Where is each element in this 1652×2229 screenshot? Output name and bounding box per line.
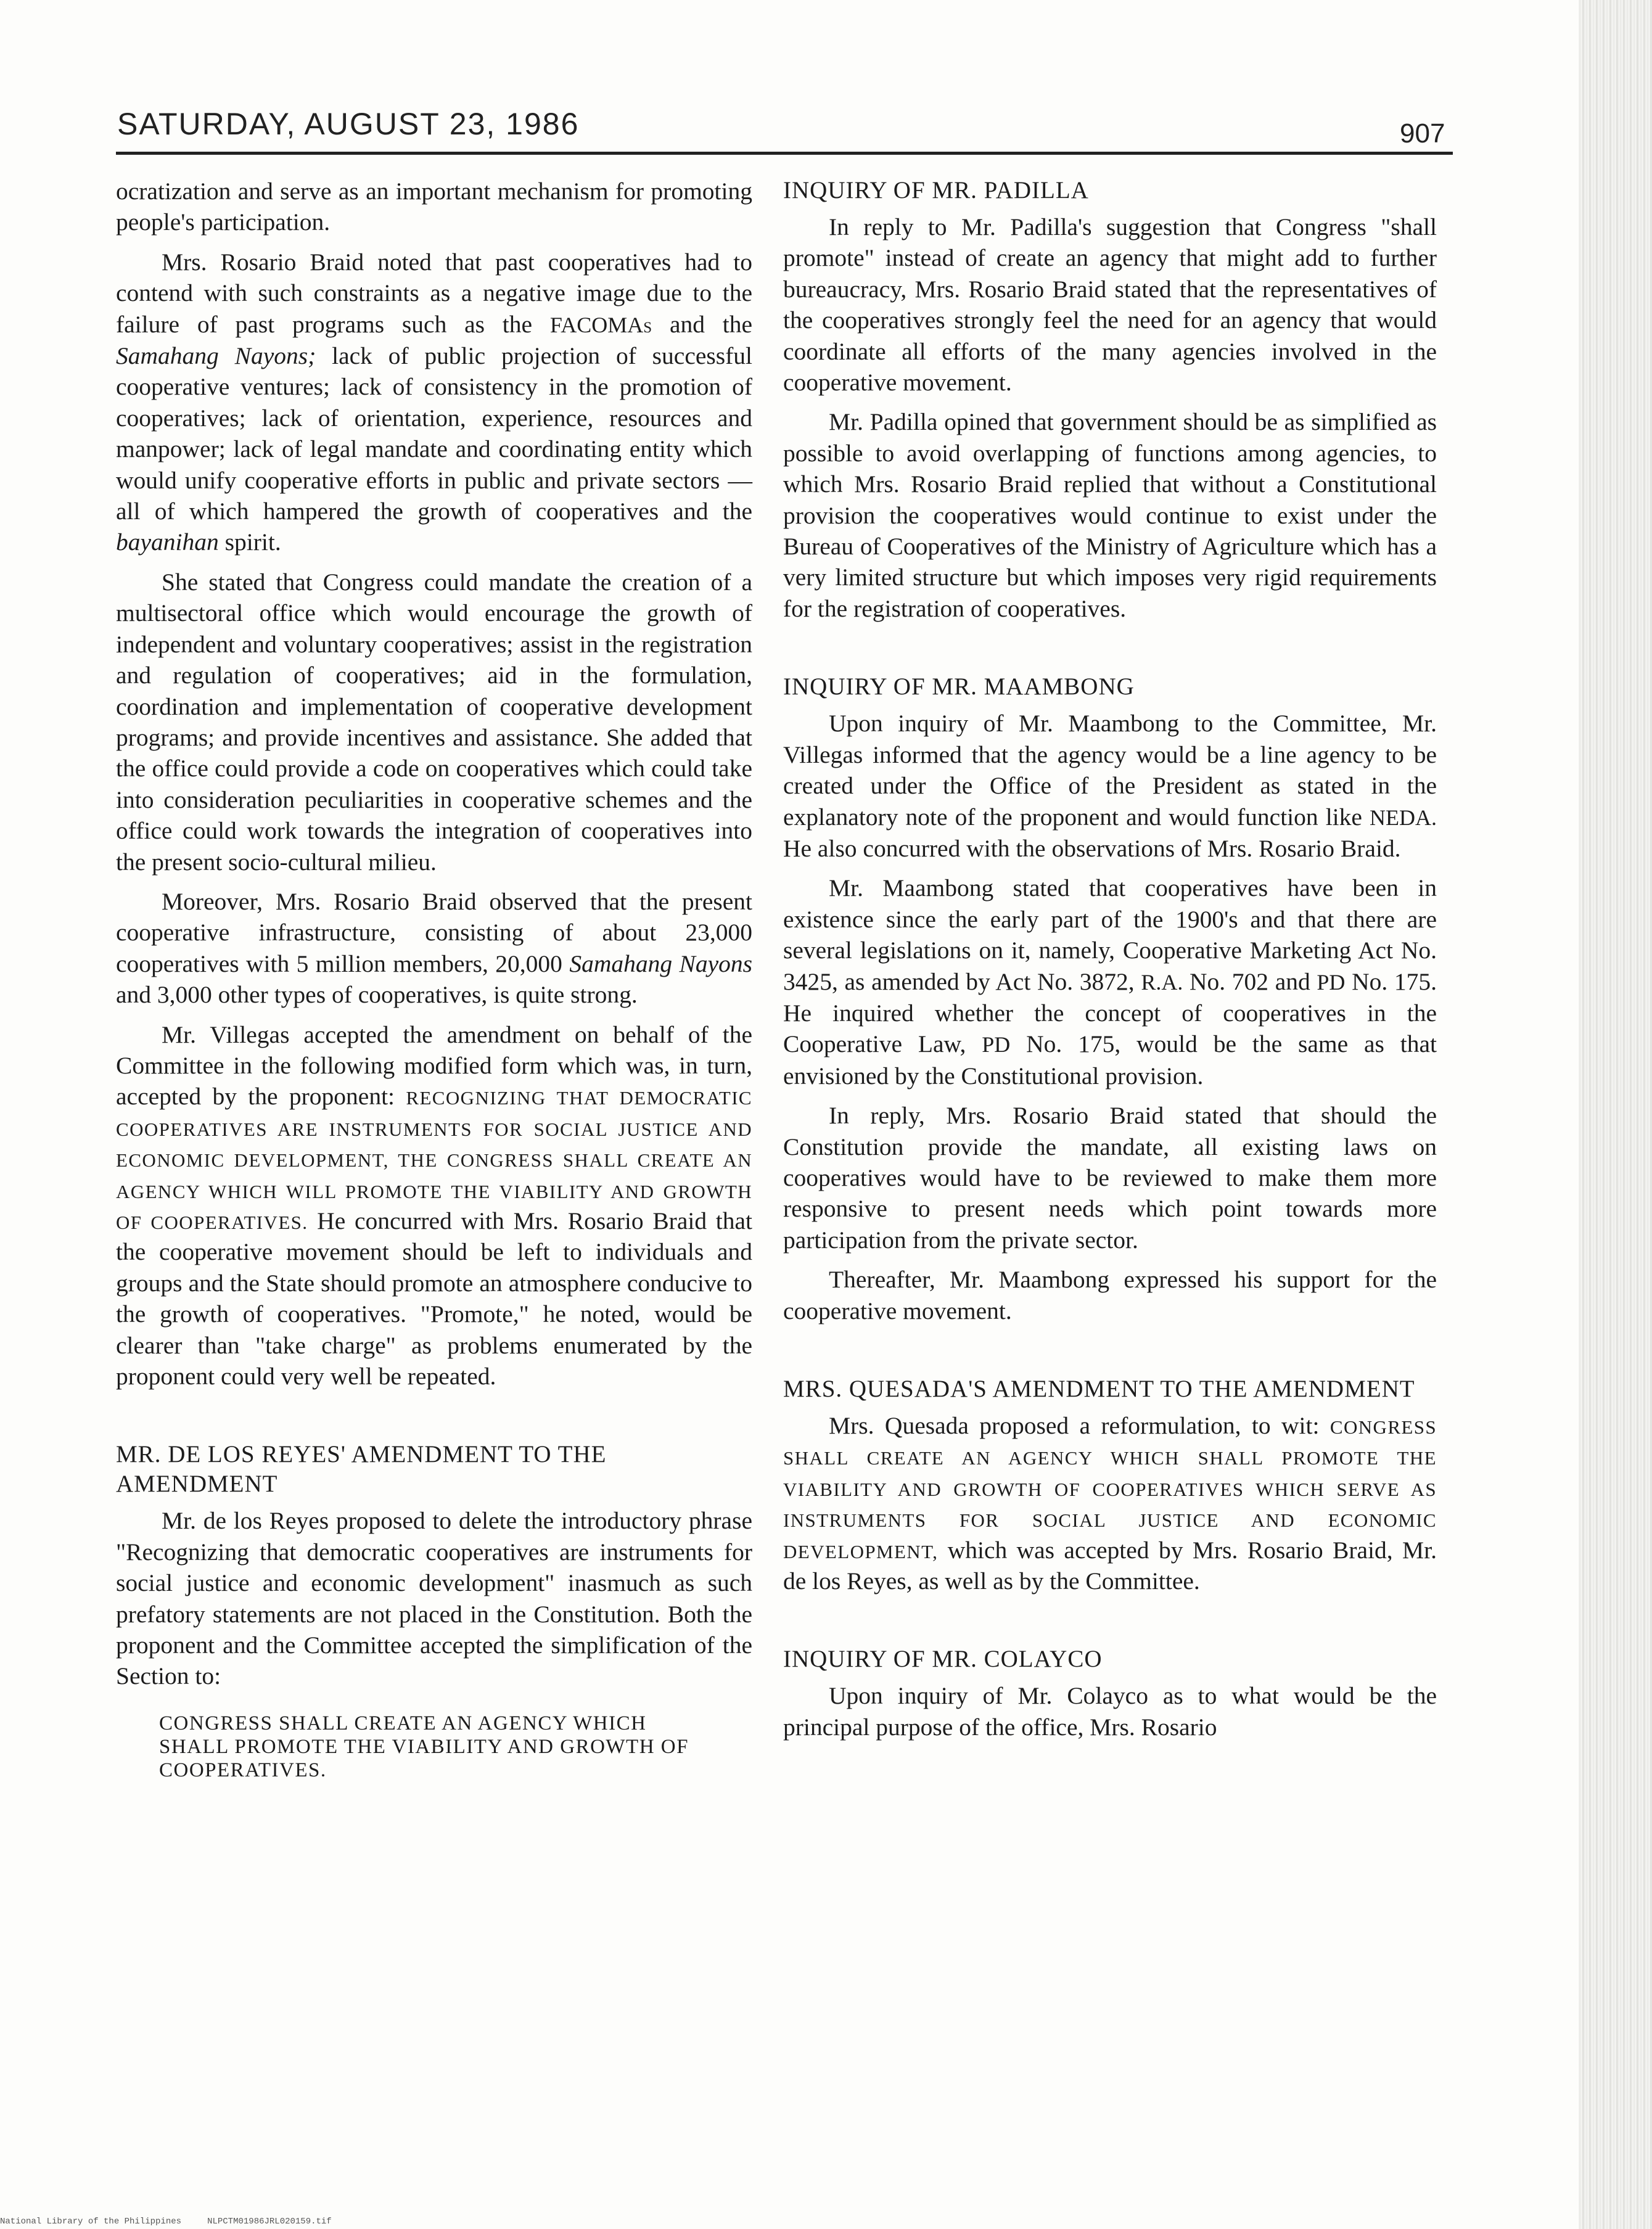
section-heading: MR. DE LOS REYES' AMENDMENT TO THE AMENDMENT (116, 1441, 607, 1498)
scan-border (1579, 0, 1652, 2229)
pd-term: PD (982, 1032, 1011, 1057)
paragraph (783, 1410, 1437, 1596)
paragraph-text: which was accepted by Mrs. Rosario Braid, Mr. de los Reyes, as well as by the Committee. (783, 1536, 1437, 1595)
block-quote: CONGRESS SHALL CREATE AN AGENCY WHICH SHALL PROMOTE THE VIABILITY AND GROWTH OF COOPERATIVES. (159, 1712, 689, 1781)
section-heading: INQUIRY OF MR. PADILLA (783, 177, 1089, 203)
paragraph-text: No. 702 and (1189, 967, 1310, 995)
page-date-header: SATURDAY, AUGUST 23, 1986 (117, 107, 580, 141)
right-column (783, 176, 1437, 1751)
paragraph-text: Upon inquiry of Mr. Maambong to the Committee, Mr. Villegas informed that the agency would be a line agency to be created under the Office of the President as stated in the explanatory note of the proponent and would function like (783, 710, 1437, 831)
samahang-nayons-term: Samahang Nayons (569, 950, 752, 977)
paragraph-text: Moreover, Mrs. Rosario Braid observed that the present cooperative infrastructure, consisting of about 23,000 cooperatives with 5 million members, 20,000 (116, 887, 752, 977)
paragraph-text: Mrs. Rosario Braid noted that past cooperatives had to contend with such constraints as a negative image due to the failure of past programs such as the (116, 248, 752, 338)
paragraph (116, 247, 752, 558)
paragraph: Mr. de los Reyes proposed to delete the introductory phrase "Recognizing that democratic cooperatives are instruments for social justice and economic development" inasmuch as such prefatory statements are not placed in the Constitution. Both the proponent and the Committee accepted the simplification of the Section to: (116, 1507, 752, 1690)
paragraph-text: and the (669, 310, 753, 338)
paragraph-text: No. 175, would be the same as that envisioned by the Constitutional provision. (783, 1030, 1437, 1090)
paragraph-text: No. 175. He inquired whether the concept of cooperatives in the Cooperative Law, (783, 967, 1437, 1058)
paragraph-text: and 3,000 other types of cooperatives, is quite strong. (116, 981, 638, 1009)
paragraph (116, 1019, 752, 1392)
samahang-nayons-term: Samahang Nayons; (116, 342, 316, 370)
ra-term: R.A. (1141, 969, 1183, 995)
file-id: NLPCTM01986JRL020159.tif (207, 2217, 332, 2227)
pd-term: PD (1317, 969, 1346, 995)
paragraph-text: Mrs. Quesada proposed a reformulation, to wit: (829, 1412, 1320, 1439)
amendment-text-caps: CONGRESS SHALL CREATE AN AGENCY WHICH SHALL PROMOTE THE VIABILITY AND GROWTH OF COOPERATIVES WHICH SERVE AS INSTRUMENTS FOR SOCIAL JUSTICE AND ECONOMIC DEVELOPMENT, (783, 1416, 1437, 1562)
section-heading: INQUIRY OF MR. COLAYCO (783, 1646, 1103, 1673)
paragraph (116, 886, 752, 1011)
paragraph: Mr. Padilla opined that government should be as simplified as possible to avoid overlapping of functions among agencies, to which Mrs. Rosario Braid replied that without a Constitutional provision the cooperatives would continue to exist under the Bureau of Cooperatives of the Ministry of Agriculture which has a very limited structure but which imposes very rigid requirements for the registration of cooperatives. (783, 408, 1437, 622)
paragraph (783, 708, 1437, 864)
page-number: 907 (1400, 118, 1445, 149)
header-divider (116, 152, 1453, 155)
neda-term: NEDA. (1370, 805, 1437, 830)
paragraph: In reply to Mr. Padilla's suggestion that Congress "shall promote" instead of create an agency that might add to further bureaucracy, Mrs. Rosario Braid stated that the representatives of the cooperatives strongly feel the need for an agency that would coordinate all efforts of the many agencies involved in the cooperative movement. (783, 213, 1437, 396)
paragraph: In reply, Mrs. Rosario Braid stated that should the Constitution provide the mandate, all existing laws on cooperatives would have to be reviewed to make them more responsive to present needs which point towards more participation from the private sector. (783, 1102, 1437, 1254)
amendment-text-caps: RECOGNIZING THAT DEMOCRATIC COOPERATIVES ARE INSTRUMENTS FOR SOCIAL JUSTICE AND ECONOMIC DEVELOPMENT, THE CONGRESS SHALL CREATE AN AGENCY WHICH WILL PROMOTE THE VIABILITY AND GROWTH OF COOPERATIVES. (116, 1087, 753, 1233)
section-heading: INQUIRY OF MR. MAAMBONG (783, 673, 1135, 700)
scan-footer (0, 2217, 332, 2227)
paragraph-text: Mr. Villegas accepted the amendment on behalf of the Committee in the following modified form which was, in turn, accepted by the proponent: (116, 1020, 752, 1110)
paragraph-text: lack of public projection of successful cooperative ventures; lack of consistency in the promotion of cooperatives; lack of orientation, experience, resources and manpower; lack of legal mandate and coordinating entity which would unify cooperative efforts in public and private sectors — all of which hampered the growth of cooperatives and the (116, 342, 753, 525)
facomas-term: FACOMAs (549, 312, 652, 337)
paragraph-text: Mr. Maambong stated that cooperatives have been in existence since the early part of the 1900's and that there are several legislations on it, namely, Cooperative Marketing Act No. 3425, as amended by Act No. 3872, (783, 874, 1437, 995)
paragraph (783, 872, 1437, 1091)
paragraph: Thereafter, Mr. Maambong expressed his support for the cooperative movement. (783, 1266, 1437, 1324)
paragraph: She stated that Congress could mandate the creation of a multisectoral office which would encourage the growth of independent and voluntary cooperatives; assist in the registration and regulation of cooperatives; aid in the formulation, coordination and implementation of cooperative development programs; and provide incentives and assistance. She added that the office could provide a code on cooperatives which could take into consideration peculiarities in cooperative schemes and the office could work towards the integration of cooperatives into the present socio-cultural milieu. (116, 568, 752, 876)
paragraph: Upon inquiry of Mr. Colayco as to what would be the principal purpose of the office, Mrs. Rosario (783, 1682, 1437, 1741)
library-credit: National Library of the Philippines (0, 2217, 182, 2227)
paragraph-text: spirit. (224, 528, 281, 556)
section-heading: MRS. QUESADA'S AMENDMENT TO THE AMENDMENT (783, 1376, 1415, 1402)
paragraph: ocratization and serve as an important mechanism for promoting people's participation. (116, 178, 752, 236)
bayanihan-term: bayanihan (116, 528, 219, 556)
paragraph-text: He also concurred with the observations of Mrs. Rosario Braid. (783, 834, 1401, 862)
left-column (116, 176, 752, 1782)
paragraph-text: He concurred with Mrs. Rosario Braid that the cooperative movement should be left to individuals and groups and the State should promote an atmosphere conducive to the growth of cooperatives. "Promote," he noted, would be clearer than "take charge" as problems enumerated by the proponent could very well be repeated. (116, 1207, 753, 1390)
